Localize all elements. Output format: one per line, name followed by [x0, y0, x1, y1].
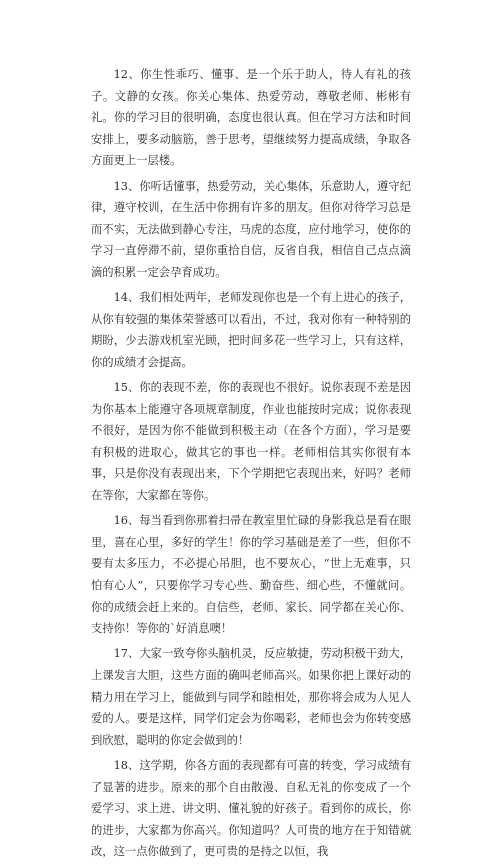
paragraph-16: 16、每当看到你那着扫帚在教室里忙碌的身影我总是看在眼里，喜在心里，多好的学生！你的学习基础是差了一些，但你不要有太多压力，不必提心吊胆，也不要灰心，“世上无难事，只怕有心人”，只要你学习专心些、勤奋些、细心些，不懂就问。你的成绩会赶上来的。自信些，老师、家长、同学都在关心你、支持你！等你的`好消息噢！ — [91, 514, 411, 636]
paragraph-14: 14、我们相处两年，老师发现你也是一个有上进心的孩子，从你有较强的集体荣誉感可以看出，不过，我对你有一种特别的期盼，少去游戏机室光顾，把时间多花一些学习上，只有这样，你的成绩才会提高。 — [91, 291, 411, 369]
paragraph-15: 15、你的表现不差，你的表现也不很好。说你表现不差是因为你基本上能遵守各项规章制度，作业也能按时完成；说你表现不很好，是因为你不能做到积极主动（在各个方面），学习是要有积极的进取心，做其它的事也一样。老师相信其实你很有本事，只是你没有表现出来，下个学期把它表现出来，好吗？老师在等你，大家都在等你。 — [91, 381, 411, 503]
paragraph-17: 17、大家一致夸你头脑机灵，反应敏捷，劳动积极干劲大，上课发言大胆，这些方面的确叫老师高兴。如果你把上课好动的精力用在学习上，能做到与同学和睦相处，那你将会成为人见人爱的人。要是这样，同学们定会为你喝彩，老师也会为你转变感到欣慰，聪明的你定会做到的！ — [91, 647, 411, 747]
paragraph-13: 13、你听话懂事，热爱劳动，关心集体，乐意助人，遵守纪律，遵守校训，在生活中你拥有许多的朋友。但你对待学习总是而不实，无法做到静心专注，马虎的态度，应付地学习，使你的学习一直停滞不前，望你重拾自信，反省自我，相信自己点点滴滴的积累一定会孕育成功。 — [91, 179, 411, 279]
paragraph-12: 12、你生性乖巧、懂事、是一个乐于助人，待人有礼的孩子。文静的女孩。你关心集体、热爱劳动，尊敬老师、彬彬有礼。你的学习目的很明确，态度也很认真。但在学习方法和时间安排上，要多动脑筋，善于思考，望继续努力提高成绩，争取各方面更上一层楼。 — [91, 68, 411, 168]
document-body — [91, 64, 411, 867]
paragraph-18: 18、这学期，你各方面的表现都有可喜的转变，学习成绩有了显著的进步。原来的那个自由散漫、自私无礼的你变成了一个爱学习、求上进、讲文明、懂礼貌的好孩子。看到你的成长，你的进步，大家都为你高兴。你知道吗？人可贵的地方在于知错就改，这一点你做到了，更可贵的是持之以恒，我 — [91, 758, 411, 859]
